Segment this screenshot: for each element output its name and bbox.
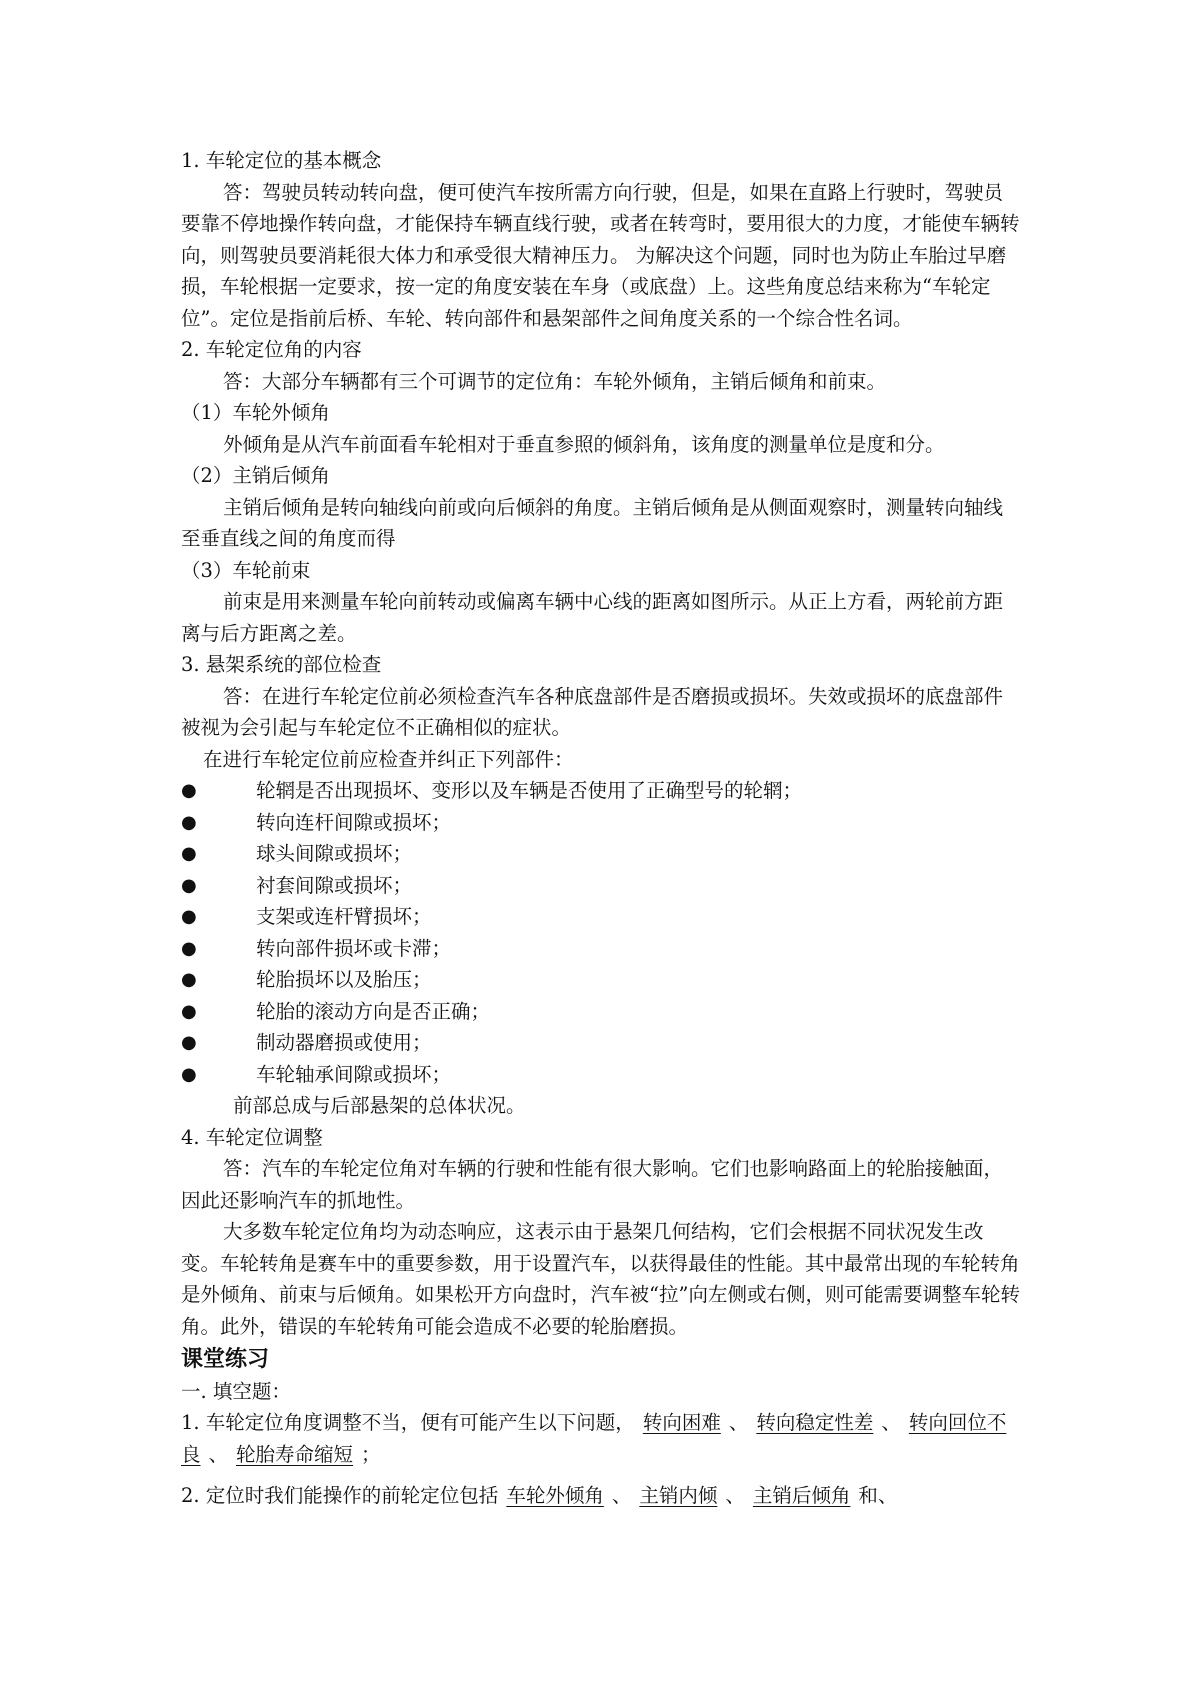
list-item: ● 轮辋是否出现损坏、变形以及车辆是否使用了正确型号的轮辋； xyxy=(181,775,1021,807)
separator: 、 xyxy=(728,1411,749,1434)
answer-blank: 轮胎寿命缩短 xyxy=(236,1442,354,1466)
section-4-title: 4. 车轮定位调整 xyxy=(181,1125,323,1149)
section-2-sub3-title: （3）车轮前束 xyxy=(181,558,311,582)
section-4-paragraph: 大多数车轮定位角均为动态响应，这表示由于悬架几何结构，它们会根据不同状况发生改变。车轮转角是赛车中的重要参数，用于设置汽车，以获得最佳的性能。其中最常出现的车轮转角是外倾角、前束与后倾角。如果松开方向盘时，汽车被“拉”向左侧或右侧，则可能需要调整车轮转角。此外，错误的车轮转角可能会造成不必要的轮胎磨损。 xyxy=(181,1220,1020,1338)
answer-blank: 车轮外倾角 xyxy=(506,1484,604,1507)
list-item: ● 转向部件损坏或卡滞； xyxy=(181,933,1021,965)
answer-blank: 转向稳定性差 xyxy=(756,1411,874,1434)
section-4-answer: 答：汽车的车轮定位角对车辆的行驶和性能有很大影响。它们也影响路面上的轮胎接触面，因此还影响汽车的抓地性。 xyxy=(181,1157,1004,1212)
section-3-answer: 答：在进行车轮定位前必须检查汽车各种底盘部件是否磨损或损坏。失效或损坏的底盘部件被视为会引起与车轮定位不正确相似的症状。 xyxy=(181,684,1004,739)
section-3-title: 3. 悬架系统的部位检查 xyxy=(181,653,382,676)
inspection-list xyxy=(181,775,1021,1090)
section-2-title: 2. 车轮定位角的内容 xyxy=(181,338,362,361)
section-1-title: 1. 车轮定位的基本概念 xyxy=(181,149,382,172)
separator: 、 xyxy=(881,1411,901,1434)
list-item: ● 支架或连杆臂损坏； xyxy=(181,901,1021,933)
list-item: ● 制动器磨损或使用； xyxy=(181,1027,1021,1059)
list-item: ● 转向连杆间隙或损坏； xyxy=(181,807,1021,839)
section-2-answer: 答：大部分车辆都有三个可调节的定位角：车轮外倾角，主销后倾角和前束。 xyxy=(223,369,887,393)
list-item: ● 衬套间隙或损坏； xyxy=(181,870,1021,902)
answer-blank: 转向困难 xyxy=(642,1411,721,1434)
exercise-title: 课堂练习 xyxy=(181,1347,270,1372)
document-body xyxy=(181,145,1021,1512)
section-1-answer: 答：驾驶员转动转向盘，便可使汽车按所需方向行驶，但是，如果在直路上行驶时，驾驶员要靠不停地操作转向盘，才能保持车辆直线行驶，或者在转弯时，要用很大的力度，才能使车辆转向，则驾驶员要消耗很大体力和承受很大精神压力。 为解决这个问题，同时也为防止车胎过早磨损，车轮根据一定要求，按一定的角度安装在车身（或底盘）上。这些角度总结来称为“车轮定位”。定位是指前后桥、车轮、转向部件和悬架部件之间角度关系的一个综合性名词。 xyxy=(181,180,1020,330)
question-2 xyxy=(181,1480,1021,1512)
separator: 、 xyxy=(208,1442,229,1466)
section-2-sub1-title: （1）车轮外倾角 xyxy=(181,401,330,424)
list-item: ● 车轮轴承间隙或损坏； xyxy=(181,1059,1021,1091)
list-item: ● 轮胎损坏以及胎压； xyxy=(181,964,1021,996)
section-3-intro: 在进行车轮定位前应检查并纠正下列部件： xyxy=(203,747,574,771)
separator: 、 xyxy=(611,1484,632,1507)
list-item: ● 轮胎的滚动方向是否正确； xyxy=(181,996,1021,1028)
section-3-tail: 前部总成与后部悬架的总体状况。 xyxy=(233,1094,526,1117)
answer-blank: 转向回位不良 xyxy=(181,1411,1007,1466)
section-2-sub1-text: 外倾角是从汽车前面看车轮相对于垂直参照的倾斜角，该角度的测量单位是度和分。 xyxy=(223,432,945,456)
separator: 、 xyxy=(725,1484,745,1507)
question-2-prefix: 2. 定位时我们能操作的前轮定位包括 xyxy=(181,1484,499,1507)
list-item: ● 球头间隙或损坏； xyxy=(181,838,1021,870)
exercise-part-title: 一. 填空题： xyxy=(181,1379,291,1403)
question-1-prefix: 1. 车轮定位角度调整不当，便有可能产生以下问题， xyxy=(181,1411,635,1434)
section-2-sub2-title: （2）主销后倾角 xyxy=(181,464,330,487)
answer-blank: 主销后倾角 xyxy=(752,1484,851,1507)
question-1 xyxy=(181,1407,1021,1470)
section-2-sub3-text: 前束是用来测量车轮向前转动或偏离车辆中心线的距离如图所示。从正上方看，两轮前方距离与后方距离之差。 xyxy=(181,590,1004,645)
answer-blank: 主销内倾 xyxy=(639,1484,718,1507)
question-2-end: 和、 xyxy=(858,1484,898,1507)
question-1-end: ； xyxy=(361,1442,381,1466)
section-2-sub2-text: 主销后倾角是转向轴线向前或向后倾斜的角度。主销后倾角是从侧面观察时，测量转向轴线至垂直线之间的角度而得 xyxy=(181,495,1004,550)
